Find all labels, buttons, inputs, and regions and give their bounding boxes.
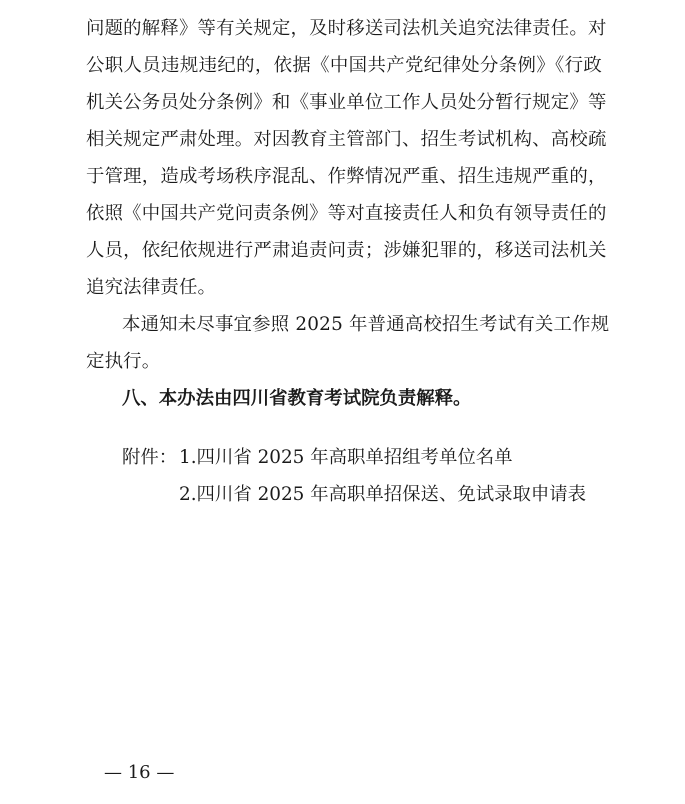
paragraph-line: 于管理，造成考场秩序混乱、作弊情况严重、招生违规严重的，	[86, 166, 607, 187]
attachments-label: 附件：	[122, 447, 178, 468]
paragraph-line: 依照《中国共产党问责条例》等对直接责任人和负有领导责任的	[86, 203, 607, 224]
paragraph-line: 定执行。	[86, 351, 161, 372]
paragraph-line: 本通知未尽事宜参照 2025 年普通高校招生考试有关工作规	[122, 314, 610, 335]
paragraph-line: 人员，依纪依规进行严肃追责问责；涉嫌犯罪的，移送司法机关	[86, 240, 607, 261]
paragraph-line: 机关公务员处分条例》和《事业单位工作人员处分暂行规定》等	[86, 92, 607, 113]
attachment-item: 1.四川省 2025 年高职单招组考单位名单	[179, 447, 513, 468]
section-heading: 八、本办法由四川省教育考试院负责解释。	[122, 388, 472, 409]
page-number: — 16 —	[104, 762, 175, 783]
paragraph-line: 追究法律责任。	[86, 277, 217, 298]
paragraph-line: 问题的解释》等有关规定，及时移送司法机关追究法律责任。对	[86, 18, 607, 39]
attachment-item: 2.四川省 2025 年高职单招保送、免试录取申请表	[179, 484, 587, 505]
paragraph-line: 相关规定严肃处理。对因教育主管部门、招生考试机构、高校疏	[86, 129, 607, 150]
paragraph-line: 公职人员违规违纪的，依据《中国共产党纪律处分条例》《行政	[86, 55, 602, 76]
